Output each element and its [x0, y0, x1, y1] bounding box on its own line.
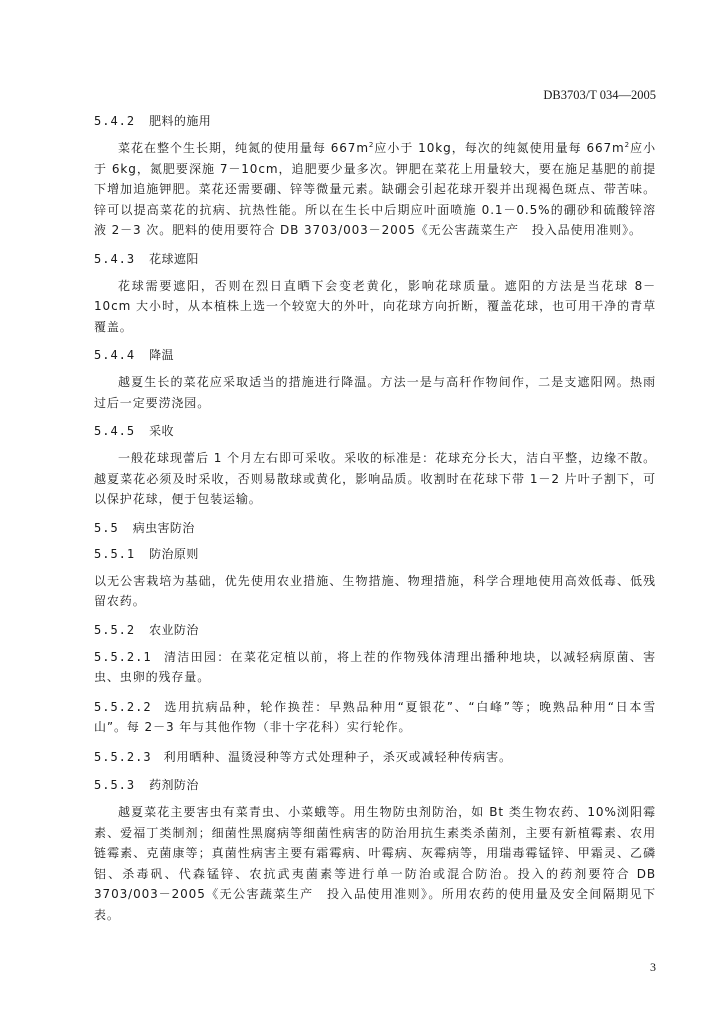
section-heading [94, 112, 656, 130]
subsection-number: 5.5.2.1 [94, 649, 152, 664]
section-heading [94, 519, 656, 537]
section-number: 5.4.2 [94, 114, 136, 128]
section-title: 肥料的施用 [149, 114, 212, 128]
paragraph: 花球需要遮阳，否则在烈日直晒下会变老黄化，影响花球质量。遮阳的方法是当花球 8－10cm 大小时，从本植株上选一个较宽大的外叶，向花球方向折断，覆盖花球，也可用干净的青草覆盖。 [94, 278, 656, 334]
section-title: 病虫害防治 [132, 520, 195, 535]
section-number: 5.5.3 [94, 778, 136, 792]
section-number: 5.5.2 [94, 622, 136, 637]
section-title: 防治原则 [149, 546, 199, 561]
document-body [94, 112, 656, 934]
document-code-header: DB3703/T 034—2005 [543, 88, 656, 102]
subsection-number: 5.5.2.3 [94, 749, 152, 764]
section-title: 药剂防治 [149, 778, 199, 792]
section-heading [94, 422, 656, 440]
section-title: 采收 [149, 424, 174, 438]
paragraph: 以无公害栽培为基础，优先使用农业措施、生物措施、物理措施，科学合理地使用高效低毒、低残留农药。 [94, 573, 656, 608]
subsection-paragraph: 5.5.2.3 利用晒种、温烫浸种等方式处理种子，杀灭或减轻种传病害。 [94, 749, 512, 764]
paragraph: 越夏生长的菜花应采取适当的措施进行降温。方法一是与高秆作物间作，二是支遮阳网。热雨过后一定要涝浇园。 [94, 375, 656, 410]
section-number: 5.5 [94, 520, 119, 535]
section-heading [94, 621, 656, 639]
section-title: 农业防治 [149, 622, 199, 637]
subsection-paragraph: 5.5.2.2 选用抗病品种，轮作换茬：早熟品种用“夏银花”、“白峰”等；晚熟品种用“日本雪山”。每 2－3 年与其他作物（非十字花科）实行轮作。 [94, 699, 656, 734]
subsection-paragraph: 5.5.2.1 清洁田园：在菜花定植以前，将上茬的作物残体清理出播种地块，以减轻病原菌、害虫、虫卵的残存量。 [94, 649, 656, 684]
paragraph: 越夏菜花主要害虫有菜青虫、小菜蛾等。用生物防虫剂防治，如 Bt 类生物农药、10%浏阳霉素、爱福丁类制剂；细菌性黑腐病等细菌性病害的防治用抗生素类杀菌剂，主要有新植霉素、农用链霉素、克菌康等；真菌性病害主要有霜霉病、叶霉病、灰霉病等，用瑞毒霉锰锌、甲霜灵、乙磷铝、杀毒矾、代森锰锌、农抗武夷菌素等进行单一防治或混合防治。投入的药剂要符合 DB 3703/003－2005《无公害蔬菜生产 投入品使用准则》。所用农药的使用量及安全间隔期见下表。 [94, 805, 656, 922]
paragraph: 一般花球现蕾后 1 个月左右即可采收。采收的标准是：花球充分长大，洁白平整，边缘不散。越夏菜花必须及时采收，否则易散球或黄化，影响品质。收割时在花球下带 1－2 片叶子割下，可以保护花球，便于包装运输。 [94, 451, 656, 506]
section-heading [94, 776, 656, 794]
section-number: 5.5.1 [94, 546, 136, 561]
subsection-number: 5.5.2.2 [94, 699, 152, 714]
section-heading [94, 346, 656, 364]
paragraph: 菜花在整个生长期，纯氮的使用量每 $667m^2$应小于 10kg，每次的纯氮使用量每 $667m^2$应小于 6kg，氮肥要深施 7－10cm，追肥要少量多次。钾肥在菜花上用量较大，要在施足基肥的前提下增加追施钾肥。菜花还需要硼、锌等微量元素。缺硼会引起花球开裂并出现褐色斑点、带苦味。锌可以提高菜花的抗病、抗热性能。所以在生长中后期应叶面喷施 0.1－0.5%的硼砂和硫酸锌溶液 2－3 次。肥料的使用要符合 DB 3703/003－2005《无公害蔬菜生产 投入品使用准则》。 [94, 141, 657, 237]
section-number: 5.4.4 [94, 348, 136, 362]
section-heading [94, 545, 656, 563]
section-number: 5.4.5 [94, 424, 136, 438]
section-number: 5.4.3 [94, 251, 136, 266]
section-title: 花球遮阳 [149, 251, 199, 266]
page-number: 3 [650, 960, 656, 974]
section-title: 降温 [149, 348, 174, 362]
section-heading [94, 250, 656, 268]
